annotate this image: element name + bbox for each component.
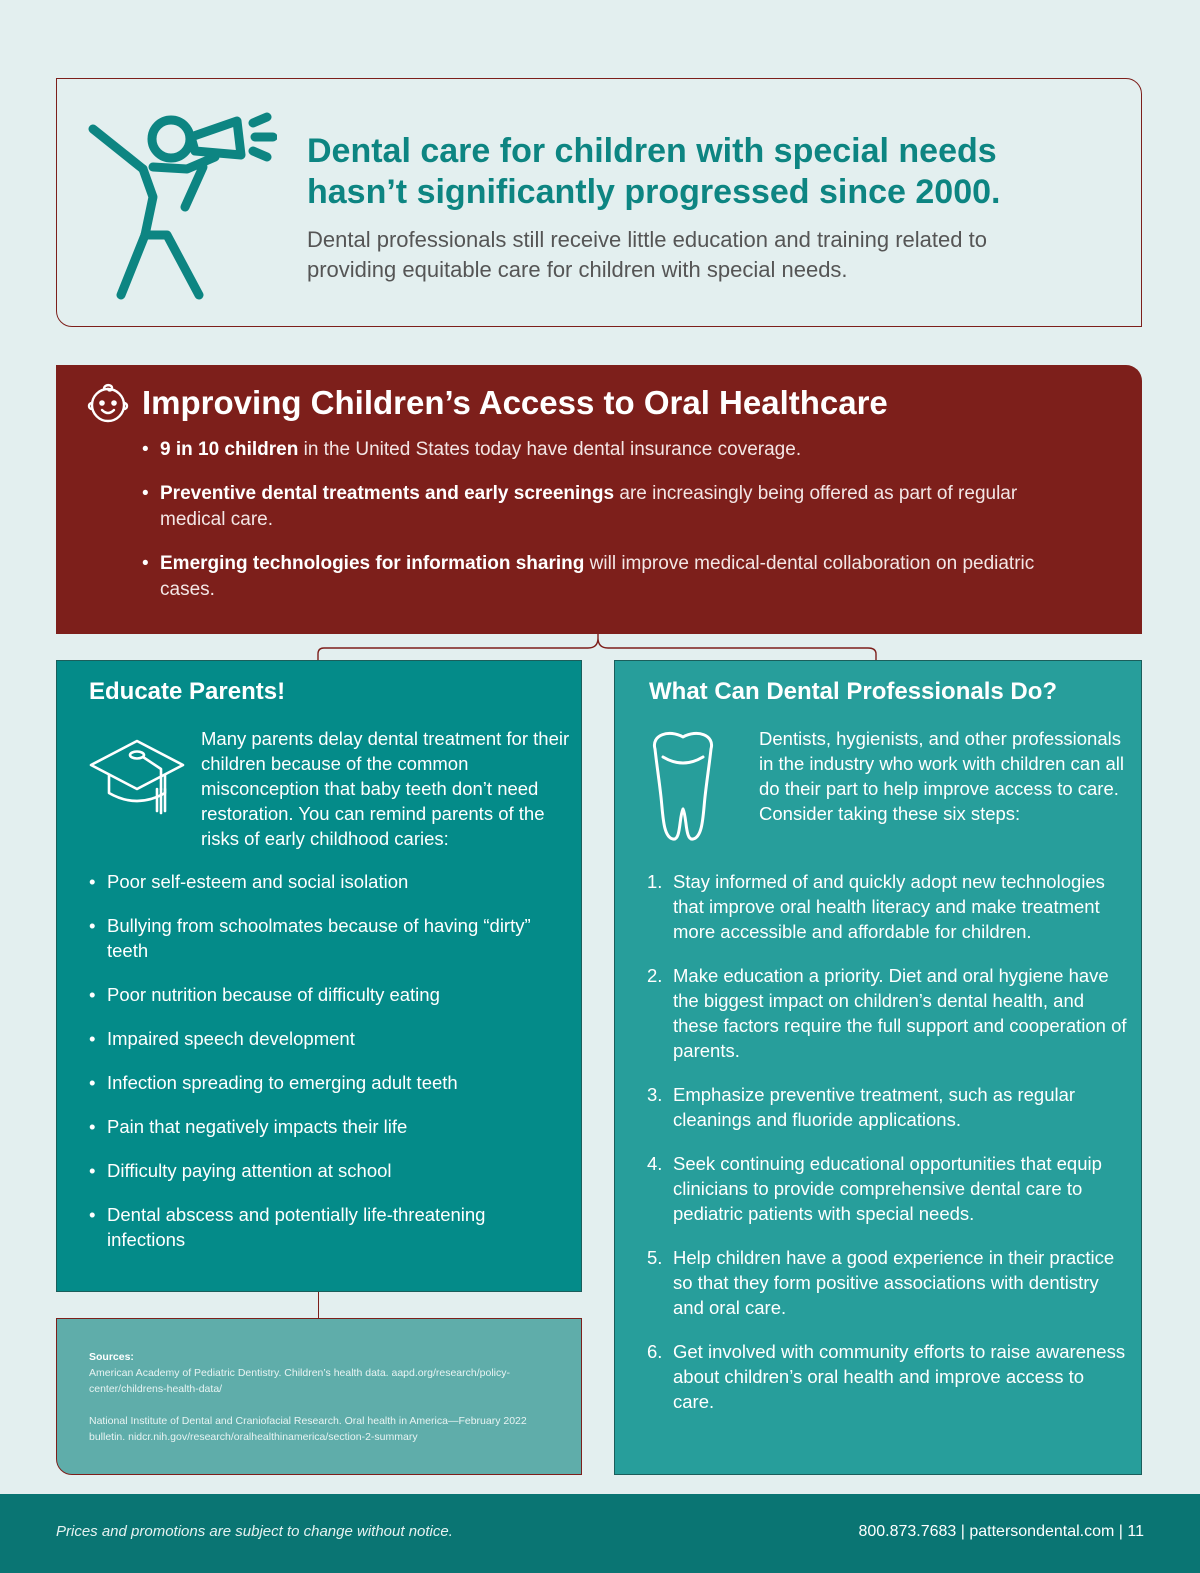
list-item: • Infection spreading to emerging adult teeth <box>89 1070 559 1095</box>
baby-face-icon <box>86 381 130 425</box>
list-item <box>647 1339 1127 1414</box>
steps-list <box>647 869 1127 1433</box>
step-text: Seek continuing educational opportunities that equip clinicians to provide comprehensive dental care to pediatric patients with special needs. <box>673 1153 1102 1224</box>
list-item: • Difficulty paying attention at school <box>89 1158 559 1183</box>
callout-box <box>56 78 1142 327</box>
list-item: • Pain that negatively impacts their life <box>89 1114 559 1139</box>
sources-box <box>56 1318 582 1475</box>
list-item <box>647 1151 1127 1226</box>
banner-item-text: will improve medical-dental collaboration on pediatric cases. <box>160 553 1035 600</box>
step-number: 2. <box>647 965 663 986</box>
banner-list <box>142 437 1072 621</box>
step-number: 5. <box>647 1247 663 1268</box>
list-item <box>647 1082 1127 1132</box>
footer-disclaimer: Prices and promotions are subject to change without notice. <box>56 1523 453 1540</box>
list-item: • Poor self-esteem and social isolation <box>89 869 559 894</box>
banner-item-bold: Preventive dental treatments and early screenings <box>160 483 615 504</box>
list-item: • Bullying from schoolmates because of having “dirty” teeth <box>89 913 559 963</box>
step-text: Get involved with community efforts to raise awareness about children’s oral health and improve access to care. <box>673 1341 1126 1412</box>
footer-contact: 800.873.7683 | pattersondental.com | 11 <box>858 1523 1144 1540</box>
source-citation: American Academy of Pediatric Dentistry. Children’s health data. aapd.org/research/policy-center/childrens-health-data/ <box>89 1367 510 1395</box>
step-text: Emphasize preventive treatment, such as regular cleanings and fluoride applications. <box>673 1084 1076 1130</box>
banner-item <box>142 481 1072 533</box>
callout-body: Dental professionals still receive little education and training related to providing equitable care for children with special needs. <box>307 227 987 282</box>
list-item: • Poor nutrition because of difficulty eating <box>89 982 559 1007</box>
megaphone-person-icon <box>87 107 277 307</box>
professionals-intro: Dentists, hygienists, and other professionals in the industry who work with children can all do their part to help improve access to care. Consider taking these six steps: <box>759 728 1125 824</box>
list-item <box>647 869 1127 944</box>
educate-intro: Many parents delay dental treatment for their children because of the common misconception that baby teeth don’t need restoration. You can remind parents of the risks of early childhood caries: <box>201 728 570 849</box>
educate-title: Educate Parents! <box>89 678 286 705</box>
step-number: 6. <box>647 1341 663 1362</box>
list-item <box>647 963 1127 1063</box>
bracket-connector <box>310 630 890 664</box>
sources-connector <box>318 1292 319 1318</box>
banner-item <box>142 437 1072 463</box>
educate-parents-panel <box>56 660 582 1292</box>
step-text: Help children have a good experience in their practice so that they form positive associations with dentistry and oral care. <box>673 1247 1115 1318</box>
professionals-title: What Can Dental Professionals Do? <box>649 678 1058 705</box>
list-item <box>647 1245 1127 1320</box>
callout-title: Dental care for children with special needs hasn’t significantly progressed since 2000. <box>307 132 1001 211</box>
access-banner <box>56 365 1142 634</box>
banner-item-text: in the United States today have dental insurance coverage. <box>298 439 802 460</box>
step-number: 3. <box>647 1084 663 1105</box>
sources-heading: Sources: <box>89 1351 134 1363</box>
page-footer <box>0 1494 1200 1573</box>
step-text: Make education a priority. Diet and oral hygiene have the biggest impact on children’s dental health, and these factors require the full support and cooperation of parents. <box>673 965 1127 1061</box>
step-number: 4. <box>647 1153 663 1174</box>
step-text: Stay informed of and quickly adopt new technologies that improve oral health literacy and make treatment more accessible and affordable for children. <box>673 871 1105 942</box>
step-number: 1. <box>647 871 663 892</box>
list-item: • Dental abscess and potentially life-threatening infections <box>89 1202 559 1252</box>
banner-title: Improving Children’s Access to Oral Healthcare <box>142 384 888 421</box>
banner-item <box>142 551 1072 603</box>
banner-item-text: are increasingly being offered as part of regular medical care. <box>160 483 1018 530</box>
risks-list <box>89 869 559 1271</box>
banner-item-bold: 9 in 10 children <box>160 439 299 460</box>
list-item: • Impaired speech development <box>89 1026 559 1051</box>
dental-professionals-panel <box>614 660 1142 1475</box>
graduation-cap-icon <box>87 733 187 815</box>
banner-item-bold: Emerging technologies for information sharing <box>160 553 585 574</box>
tooth-icon <box>647 727 719 845</box>
source-citation: National Institute of Dental and Craniofacial Research. Oral health in America—February 2022 bulletin. nidcr.nih.gov/research/oralhealthinamerica/section-2-summary <box>89 1415 527 1443</box>
